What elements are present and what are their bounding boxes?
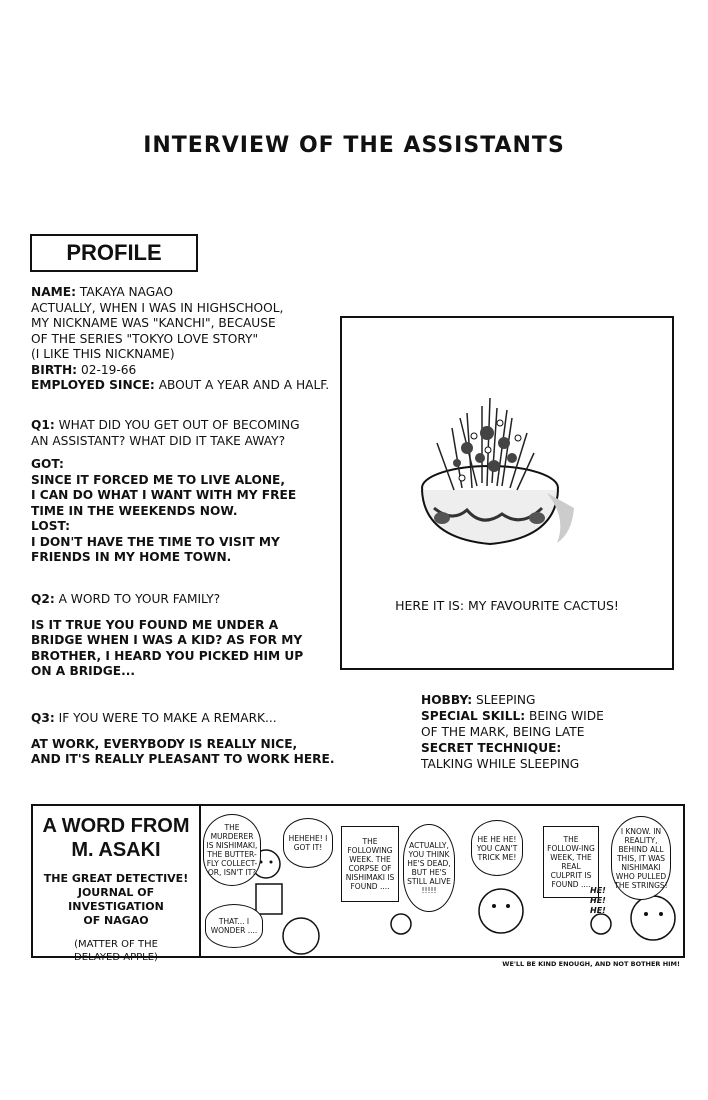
hobby-label: HOBBY: [421, 693, 473, 707]
caption-box: THE FOLLOWING WEEK. THE CORPSE OF NISHIMAKI IS FOUND .... [341, 826, 399, 902]
laugh-sfx: HE! HE! HE! [590, 886, 606, 915]
speech-bubble: THAT... I WONDER .... [205, 904, 263, 948]
q1-label: Q1: [31, 418, 55, 432]
speech-bubble: HEHEHE! I GOT IT! [283, 818, 333, 868]
q1-section [31, 418, 351, 566]
q2-label: Q2: [31, 592, 55, 606]
strip-footnote: WE'LL BE KIND ENOUGH, AND NOT BOTHER HIM! [502, 960, 680, 968]
strip-subtitle: THE GREAT DETECTIVE! [43, 872, 189, 885]
caption-box: THE FOLLOW-ING WEEK, THE REAL CULPRIT IS FOUND .... [543, 826, 599, 898]
q3-section [31, 711, 361, 768]
strip-subtitle: OF NAGAO [83, 914, 149, 927]
speech-bubble: I KNOW. IN REALITY, BEHIND ALL THIS, IT WAS NISHIMAKI WHO PULLED THE STRINGS! [611, 816, 671, 900]
nickname-line: ACTUALLY, WHEN I WAS IN HIGHSCHOOL, [31, 300, 284, 315]
q2-answer: BROTHER, I HEARD YOU PICKED HIM UP [31, 648, 304, 663]
comic-strip [31, 804, 685, 963]
speech-bubble: ACTUALLY, YOU THINK HE'S DEAD, BUT HE'S STILL ALIVE !!!!! [403, 824, 455, 912]
lost-label: LOST: [31, 519, 70, 533]
got-line: I CAN DO WHAT I WANT WITH MY FREE [31, 488, 297, 502]
q2-answer: IS IT TRUE YOU FOUND ME UNDER A [31, 617, 279, 632]
q1-question: WHAT DID YOU GET OUT OF BECOMING [58, 418, 300, 432]
employed-value: ABOUT A YEAR AND A HALF. [158, 378, 330, 392]
strip-subtitle2: (MATTER OF THE [74, 939, 158, 950]
nickname-line: OF THE SERIES "TOKYO LOVE STORY" [31, 331, 259, 346]
got-line: SINCE IT FORCED ME TO LIVE ALONE, [31, 472, 286, 487]
employed-label: EMPLOYED SINCE: [31, 378, 155, 392]
q2-answer: ON A BRIDGE... [31, 664, 136, 678]
technique-label: SECRET TECHNIQUE: [421, 741, 562, 755]
page-title: INTERVIEW OF THE ASSISTANTS [143, 133, 565, 158]
nickname-line: (I LIKE THIS NICKNAME) [31, 347, 175, 361]
word-from-line: A WORD FROM [42, 815, 190, 837]
strip-header [33, 806, 201, 963]
name-value: TAKAYA NAGAO [79, 285, 173, 299]
got-line: TIME IN THE WEEKENDS NOW. [31, 503, 238, 518]
strip-subtitle2: DELAYED APPLE) [74, 952, 158, 963]
lost-line: I DON'T HAVE THE TIME TO VISIT MY [31, 534, 280, 549]
word-from-line: M. ASAKI [71, 839, 161, 861]
name-label: NAME: [31, 285, 76, 299]
extra-section [421, 692, 691, 772]
q2-section [31, 592, 351, 680]
lost-line: FRIENDS IN MY HOME TOWN. [31, 550, 232, 564]
skill-value: BEING WIDE [529, 709, 604, 723]
speech-bubble: THE MURDERER IS NISHIMAKI, THE BUTTER-FLY COLLECT-OR, ISN'T IT? [203, 814, 261, 886]
hobby-value: SLEEPING [476, 693, 536, 707]
profile-section [31, 285, 351, 394]
cactus-frame [340, 316, 674, 670]
q2-question: A WORD TO YOUR FAMILY? [58, 592, 221, 606]
q2-answer: BRIDGE WHEN I WAS A KID? AS FOR MY [31, 633, 303, 647]
q3-label: Q3: [31, 711, 55, 725]
birth-label: BIRTH: [31, 362, 78, 377]
strip-subtitle: JOURNAL OF INVESTIGATION [68, 886, 164, 913]
q3-answer: AT WORK, EVERYBODY IS REALLY NICE, [31, 736, 298, 751]
cactus-illustration [342, 318, 672, 668]
nickname-line: MY NICKNAME WAS "KANCHI", BECAUSE [31, 316, 276, 330]
profile-box [30, 234, 198, 272]
skill-value: OF THE MARK, BEING LATE [421, 725, 585, 739]
profile-label: PROFILE [66, 240, 162, 265]
speech-bubble: HE HE HE! YOU CAN'T TRICK ME! [471, 820, 523, 876]
cactus-caption: HERE IT IS: MY FAVOURITE CACTUS! [395, 598, 619, 613]
got-label: GOT: [31, 457, 64, 471]
birth-value: 02-19-66 [80, 362, 137, 377]
technique-value: TALKING WHILE SLEEPING [421, 757, 580, 771]
q1-question: AN ASSISTANT? WHAT DID IT TAKE AWAY? [31, 433, 286, 448]
q3-question: IF YOU WERE TO MAKE A REMARK... [58, 711, 277, 725]
skill-label: SPECIAL SKILL: [421, 709, 526, 723]
q3-answer: AND IT'S REALLY PLEASANT TO WORK HERE. [31, 752, 335, 766]
